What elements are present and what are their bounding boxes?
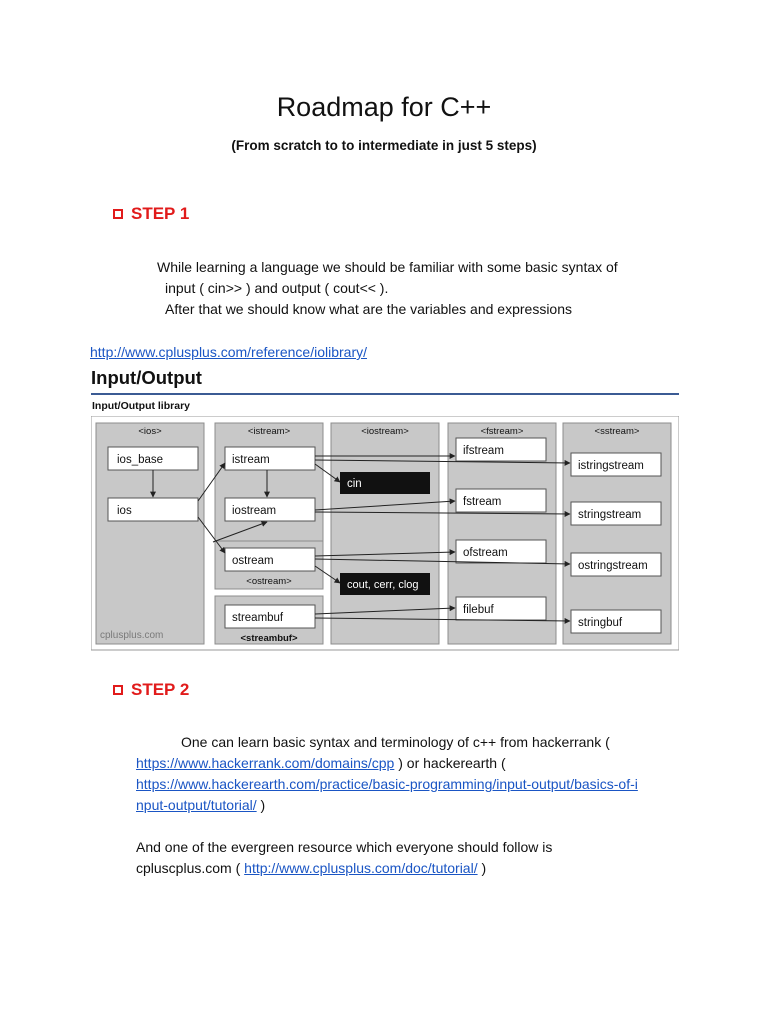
class-label-ios-base: ios_base — [117, 454, 164, 466]
class-label-ofstream: ofstream — [463, 547, 508, 559]
hackerrank-link[interactable]: https://www.hackerrank.com/domains/cpp — [136, 755, 395, 771]
object-label-cout: cout, cerr, clog — [347, 579, 419, 591]
class-label-fstream: fstream — [463, 496, 502, 508]
diagram-divider — [91, 393, 679, 395]
class-label-filebuf: filebuf — [463, 604, 494, 616]
cplusplus-suffix: ) — [477, 860, 487, 876]
checkbox-bullet-icon — [113, 209, 123, 219]
step-1-heading — [113, 204, 189, 224]
class-label-streambuf: streambuf — [232, 612, 284, 624]
fstream-header: <fstream> — [480, 426, 524, 437]
step-1-text-line-1: While learning a language we should be familiar with some basic syntax of — [157, 259, 618, 275]
step-2-heading — [113, 680, 189, 700]
checkbox-bullet-icon — [113, 685, 123, 695]
page-subtitle: (From scratch to to intermediate in just 5 steps) — [231, 138, 537, 153]
diagram-watermark: cplusplus.com — [100, 630, 164, 641]
streambuf-header: <streambuf> — [240, 633, 298, 644]
step-1-text-line-2: input ( cin>> ) and output ( cout<< ). — [165, 280, 389, 296]
ios-header: <ios> — [138, 426, 162, 437]
step-2-text-line-6 — [136, 858, 486, 879]
step-1-label: STEP 1 — [131, 204, 190, 223]
step-2-label: STEP 2 — [131, 680, 190, 699]
diagram-heading: Input/Output — [91, 367, 202, 388]
class-label-ostream: ostream — [232, 555, 274, 567]
class-label-ios: ios — [117, 505, 132, 517]
step-2-text-line-5: And one of the evergreen resource which everyone should follow is — [136, 839, 553, 855]
diagram-subheading: Input/Output library — [92, 400, 190, 412]
iostream-header: <iostream> — [361, 426, 409, 437]
step-2-text-line-3 — [136, 774, 638, 795]
step-2-text-line-2 — [136, 753, 506, 774]
class-label-stringstream: stringstream — [578, 509, 642, 521]
step-2-text-line-1: One can learn basic syntax and terminology of c++ from hackerrank ( — [181, 734, 610, 750]
step-2-end-text: ) — [256, 797, 266, 813]
class-label-stringbuf: stringbuf — [578, 617, 623, 629]
cplusplus-tutorial-link[interactable]: http://www.cplusplus.com/doc/tutorial/ — [244, 860, 478, 876]
iolibrary-link[interactable]: http://www.cplusplus.com/reference/iolibrary/ — [90, 344, 367, 360]
class-label-ifstream: ifstream — [463, 445, 504, 457]
step-1-text-line-3: After that we should know what are the variables and expressions — [165, 301, 573, 317]
hackerearth-link-cont[interactable]: nput-output/tutorial/ — [136, 797, 257, 813]
page-title: Roadmap for C++ — [276, 92, 492, 122]
class-label-iostream: iostream — [232, 505, 277, 517]
step-2-text-line-4 — [136, 795, 265, 816]
object-label-cin: cin — [347, 478, 362, 490]
istream-header: <istream> — [247, 426, 291, 437]
hackerearth-link[interactable]: https://www.hackerearth.com/practice/basic-programming/input-output/basics-of-i — [136, 776, 638, 792]
step-2-mid-text: ) or hackerearth ( — [394, 755, 506, 771]
ostream-header: <ostream> — [246, 576, 292, 587]
class-label-istream: istream — [232, 454, 270, 466]
cplusplus-prefix: cpluscplus.com ( — [136, 860, 245, 876]
class-label-ostringstream: ostringstream — [578, 560, 648, 572]
sstream-header: <sstream> — [594, 426, 640, 437]
io-library-diagram — [91, 416, 679, 652]
class-label-istringstream: istringstream — [578, 460, 644, 472]
